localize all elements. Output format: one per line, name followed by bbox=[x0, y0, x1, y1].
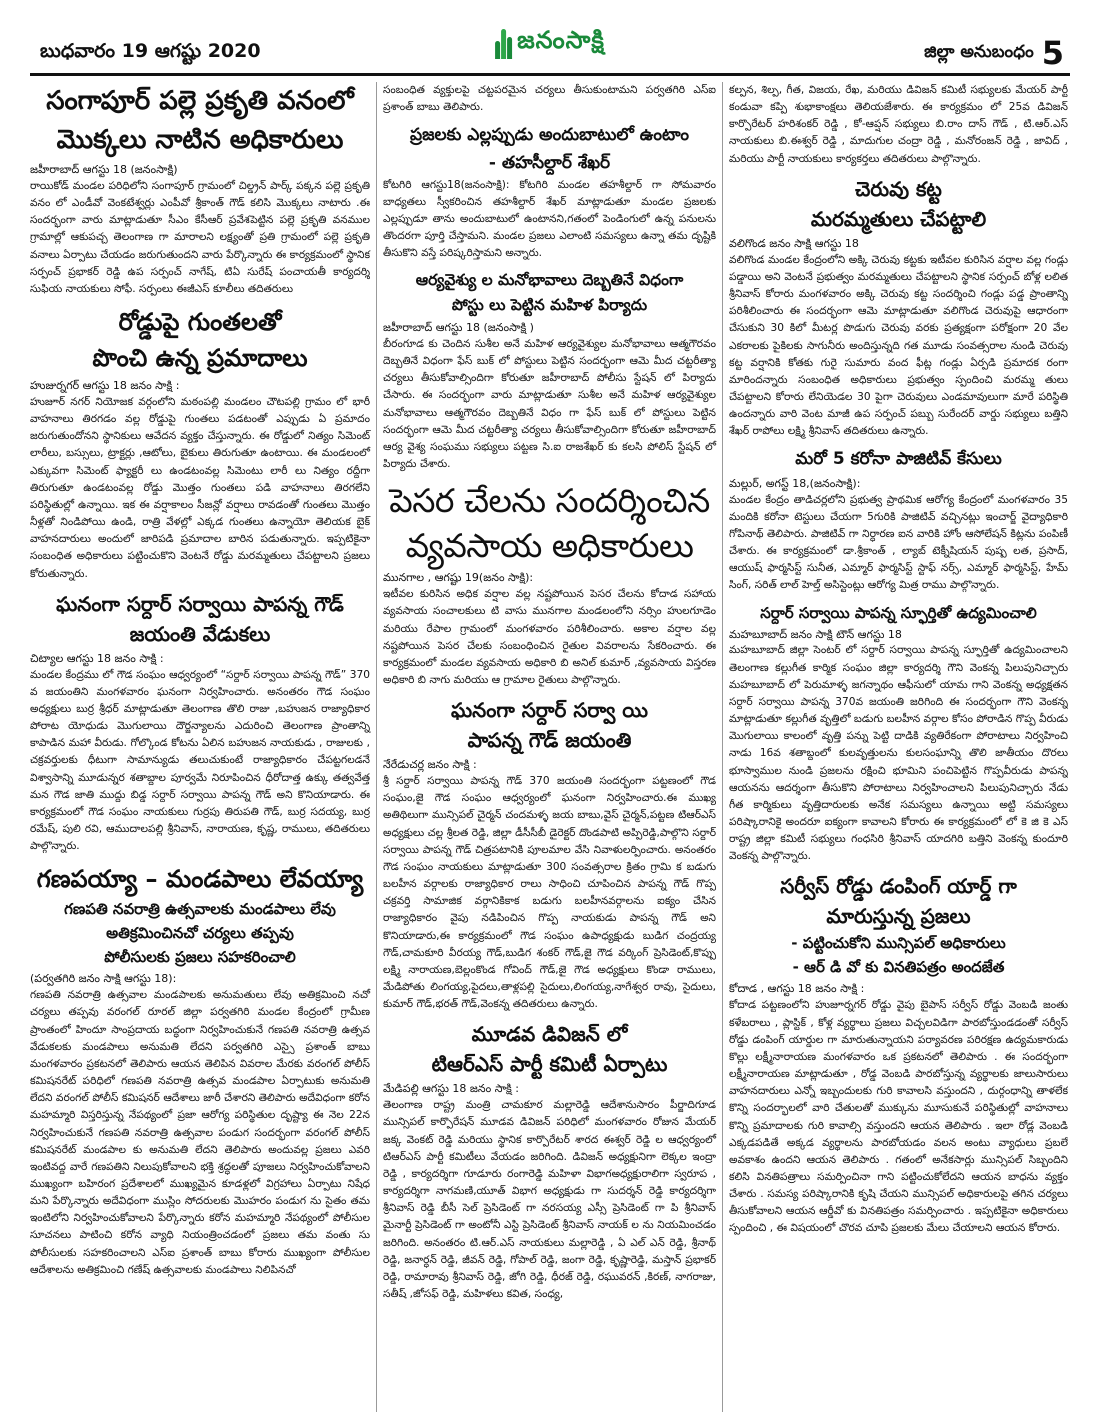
subheadline: పోలీసులకు ప్రజలు సహకరించాలి bbox=[104, 948, 296, 967]
headline: సర్వీస్ రోడ్డు డంపింగ్ యార్డ్ గా bbox=[780, 874, 1017, 899]
article-body: మహబూబాద్ జిల్లా సెంటర్ లో సర్దార్ సర్వాయి పాపన్న స్ఫూర్తితో ఉద్యమించాలని తెలంగాణ కల్లుగీత కార్మిక సంఘం జిల్లా కార్యదర్శి గౌని వెంకన్న పిలుపునిచ్చారు మహబూబాద్ లో పెరుమాళ్ళ జగన్నాథం ఆఫీసులో యామ గాని వెంకన్న అధ్యక్షతన సర్దార్ సర్వాయి పాపన్న 370వ జయంతి జరిగింది ఈ సందర్భంగా గౌని వెంకన్న మాట్లాడుతూ కల్లుగీత వృత్తిలో బడుగు బలహీన వర్గాల కోసం పోరాడిన గొప్ప వీరుడు మొగులాయి కాలంలో వృత్తి పన్ను పెట్టి దాడికి వ్యతిరేకంగా పోరాటాలు నిర్వహించి నాడు 16వ శతాబ్దంలో కులవృత్తులను కులసంఘాన్ని తొలి జాతీయం దొరలు భూస్వాముల నుండి ప్రజలను రక్షించి భూమిని పంచిపెట్టిన గొప్పవీరుడు పాపన్న ఆయనను ఆదర్శంగా తీసుకొని పోరాటాలు నిర్వహించాలని పిలుపునిచ్చారు నేడు గీత కార్మికులు వృత్తిదారులకు అనేక సమస్యలు ఉన్నాయి అట్టి సమస్యలు పరిష్కారానికై అందరూ ఐక్యంగా కావాలని కోరారు ఈ కార్యక్రమంలో లో కె జి కె ఎస్ రాష్ట్ర జిల్లా కమిటీ సభ్యులు గంధసిరి శ్రీనివాస్ యాదగిరి బత్తిని వెంకన్న కుందూరి వెంకన్న పాల్గొన్నారు. bbox=[729, 644, 1068, 863]
article-tahsildar bbox=[383, 122, 716, 262]
article-pesara-chelu bbox=[383, 479, 716, 689]
headline: జయంతి వేడుకలు bbox=[129, 621, 271, 646]
logo-text: జనంసాక్షి bbox=[517, 26, 605, 54]
dateline: నేరేడుచర్ల జనం సాక్షి : bbox=[383, 758, 477, 772]
article-ganapati-mandapalu bbox=[30, 861, 370, 1279]
headline: టిఆర్ఎస్ పార్టీ కమిటీ ఏర్పాటు bbox=[431, 1052, 668, 1077]
headline: వ్యవసాయ అధికారులు bbox=[405, 525, 694, 565]
headline: ఘనంగా సర్దార్ సర్వా యి bbox=[451, 698, 648, 723]
headline: పెసర చేలను సందర్శించిన bbox=[389, 481, 710, 521]
headline: ఆర్యవైశ్యు ల మనోభావాలు దెబ్బతినే విధంగా bbox=[415, 271, 684, 290]
dateline: మునగాల , ఆగష్టు 19(జనం సాక్షి): bbox=[383, 571, 534, 585]
article-service-road-dumping bbox=[729, 871, 1068, 1237]
article-body: బీరంగూడ కు చెందిన సుశీల అనే మహిళ ఆర్యవైశ్యుల మనోభావాలు ఆత్మగౌరవం దెబ్బతినే విధంగా ఫేస్ బుక్ లో పోస్టులు పెట్టిన సందర్భంగా ఆమె మీద చట్టరీత్యా చర్యలు తీసుకోవాల్సిందిగా కోరుతూ జహీరాబాద్ పోలీసు స్టేషన్ లో పిర్యాదు చేసారు. ఈ సందర్భంగా వారు మాట్లాడుతూ సుశీల అనే మహిళ ఆర్యవైశ్యుల మనోభావాలు ఆత్మగౌరవం దెబ్బతినే విధం గా ఫేస్ బుక్ లో పోస్టులు పెట్టిన సందర్భంగా ఆమె మీద చట్టరీత్యా చర్యలు తీసుకోవాల్సిందిగా కోరుతూ జహీరాబాద్ ఆర్య వైశ్య సంఘము సభ్యులు పట్టణ సి.ఐ రాజశేఖర్ కు కలసి పోలిస్ స్టేషన్ లో పిర్యాదు చేశారు. bbox=[383, 338, 716, 471]
article-body: కల్పన, శిల్ప, గీత, విజయ, రేఖ, మరియు డివిజన్ కమిటీ సభ్యులకు మేయర్ పార్టీ కండువా కప్పి శుభాకాంక్షలు తెలియజేశారు. ఈ కార్యక్రమం లో 25వ డివిజన్ కార్పొరేటర్ హరిశంకర్ రెడ్డి , కో-ఆప్షన్ సభ్యులు బి.రాం దాస్ గౌడ్ , టి.ఆర్.ఎస్ నాయకులు బి.ఈశ్వర్ రెడ్డి , మాదుగుల చంద్రా రెడ్డి , మనోరంజన్ రెడ్డి , జావిద్ , మరియు పార్టీ నాయకులు కార్యకర్తలు తదితరులు పాల్గొన్నారు. bbox=[729, 84, 1068, 165]
dateline: చిట్యాల ఆగస్టు 18 జనం సాక్షి : bbox=[30, 651, 164, 665]
issue-date: బుధవారం 19 ఆగష్టు 2020 bbox=[40, 40, 261, 62]
masthead-logo bbox=[495, 26, 605, 60]
headline: చెరువు కట్ట bbox=[855, 176, 942, 201]
column-2 bbox=[376, 82, 722, 1412]
article-papanna-neredcherla bbox=[383, 695, 716, 1013]
article-body: సంబంధిత వ్యక్తులపై చట్టపరమైన చర్యలు తీసుకుంటామని పర్వతగిరి ఎస్ఐ ప్రశాంత్ బాబు తెలిపారు. bbox=[383, 84, 716, 114]
article-continuation bbox=[729, 82, 1068, 168]
dateline: కోదాడ , ఆగస్టు 18 జనం సాక్షి : bbox=[729, 982, 865, 996]
dateline: మహబూబాద్ జనం సాక్షి టౌన్ ఆగస్టు 18 bbox=[729, 627, 902, 641]
headline: మరో 5 కరోనా పాజిటివ్ కేసులు bbox=[795, 449, 1002, 470]
headline: పాపన్న గౌడ్ జయంతి bbox=[467, 728, 632, 753]
article-papanna-mahabubabad bbox=[729, 601, 1068, 866]
masthead-right bbox=[924, 34, 1070, 72]
article-trs-committee bbox=[383, 1019, 716, 1303]
section-name: జిల్లా అనుబంధం bbox=[924, 42, 1034, 62]
dateline: జహీరాబాద్ ఆగస్టు 18 (జనంసాక్షి) bbox=[30, 163, 178, 176]
dateline: (పర్వతగిరి జనం సాక్షి ఆగస్టు 18): bbox=[30, 972, 177, 986]
headline: సంగాపూర్ పల్లె ప్రకృతి వనంలో bbox=[46, 86, 354, 116]
column-3 bbox=[722, 82, 1068, 1412]
article-body: ఇటీవల కురిసిన అధిక వర్షాల వల్ల నష్టపోయిన పెసర చేలను కోదాడ సహాయ వ్యవసాయ సంచాలకులు టి వాసు మునగాల మండలంలోని నర్సిం హులగూడెం మరియు రేపాల గ్రామంలో మంగళవారం పరిశీలించారు. అకాల వర్షాల వల్ల నష్టపోయిన పెసర చేలకు సంబంధించిన రైతుల వివరాలను సేకరించారు. ఈ కార్యక్రమంలో మండల వ్యవసాయ అధికారి బి అనిల్ కుమార్ ,వ్యవసాయ విస్తరణ అధికారి బి నాగు మరియు ఆ గ్రామాల రైతులు పాల్గొన్నారు. bbox=[383, 588, 716, 687]
column-1 bbox=[30, 82, 376, 1412]
article-body: శ్రీ సర్దార్ సర్వాయి పాపన్న గౌడ్ 370 జయంతి సందర్భంగా పట్టణంలో గౌడ సంఘం,జై గౌడ సంఘం ఆధ్వర్యంలో ఘనంగా నిర్వహించారు.ఈ ముఖ్య అతిథిలుగా మున్సిపల్ చైర్మన్ చందమళ్ళ జయ బాబు,వైస్ చైర్మన్,పట్టణ టిఆర్ఎస్ అధ్యక్షులు చల్ల శ్రీలత రెడ్డి, జిల్లా డీసీసీబీ డైరెక్టర్ దొండపాటి అప్పిరెడ్డి,పాల్గొని సర్దార్ సర్వాయి పాపన్న గౌడ్ చిత్రపటానికి పూలమాల వేసి నివాళులర్పించారు. అనంతరం గౌడ సంఘం నాయకులు మాట్లాడుతూ 300 సంవత్సరాల క్రితం గ్రామి క బడుగు బలహీన వర్గాలకు రాజ్యాధికార రాలు సాధించి చూపించిన పాపన్న గౌడ్ గొప్ప చక్రవర్తి సామాజిక వర్గానికికాక బడుగు బలహీనవర్గాలను ఐక్యం చేసిన రాజ్యాధికారం వైపు నడిపించిన గొప్ప నాయకుడు పాపన్న గౌడ్ అని కొనియాడారు,ఈ కార్యక్రమంలో గౌడ సంఘం ఉపాధ్యక్షుడు బుడిగ చంద్రయ్య గౌడ్,చామకూరి వీరయ్య గౌడ్,బుడిగ శంకర్ గౌడ్,జై గౌడ వర్కింగ్ ప్రెసిడెంట్,కొప్పు లక్ష్మి నారాయణ,బెల్లంకొండ గోవింద్ గౌడ్,జై గౌడ అధ్యక్షులు కొండా రాములు, మేడిపోతు లింగయ్య,పైదలు,తాళ్లపల్లి సైదులు,లింగయ్య,నాగేశ్వర రావు, సైదులు, కుమార్ గౌడ్,భరత్ గౌడ్,వెంకన్న తదితరులు ఉన్నారు. bbox=[383, 775, 716, 1011]
headline: ఘనంగా సర్దార్ సర్వాయి పాపన్న గౌడ్ bbox=[56, 591, 344, 616]
page-number: 5 bbox=[1041, 34, 1064, 72]
columns bbox=[30, 82, 1070, 1412]
article-body: కోదాడ పట్టణంలోని హుజూర్నగర్ రోడ్డు వైపు బైపాస్ సర్వీస్ రోడ్డు వెంబడి జంతు కళేబరాలు , ప్లాస్టిక్ , కోళ్ల వ్యర్థాలు ప్రజలు విచ్చలవిడిగా పారబోస్తుండడంతో సర్వీస్ రోడ్డు డంపింగ్ యార్డుల గా మారుతున్నాయని పర్యావరణ పరిరక్షణ ఉద్యమకారుడు కొల్లు లక్ష్మీనారాయణ మంగళవారం ఒక ప్రకటనలో తెలిపారు . ఈ సందర్భంగా లక్ష్మీనారాయణ మాట్లాడుతూ , రోడ్డ వెంబడి పారబోస్తున్న వ్యర్థాలకు జాలుసారులు వాహనదారులు ఎన్నో ఇబ్బందులకు గురి కావాలసి వస్తుందని , దుర్గంధాన్ని తాళలేక కొన్ని సందర్భాలలో వారి చేతులతో ముక్కును మూసుకునే పరిస్థితుల్లో వాహనాలు కొన్ని ప్రమాదాలకు గురి కావాల్సి వస్తుందని ఆయన తెలిపారు . ఇలా రోడ్ల వెంబడి ఎక్కడపడితే అక్కడ వ్యర్థాలను పారబోయడం వలన అంటు వ్యాధులు ప్రబలే అవకాశం ఉందని ఆయన తెలిపారు . గతంలో అనేకసార్లు మున్సిపల్ సిబ్బందిని కలిసి వినతిపత్రాలు సమర్పించినా గాని పట్టించుకోలేదని ఆయన బాధను వ్యక్తం చేశారు . సమస్య పరిష్కారానికి కృషి చేయని మున్సిపల్ అధికారులపై తగిన చర్యలు తీసుకోవాలని ఆయన ఆర్డీవో కు వినతిపత్రం సమర్పించారు . ఇప్పటికైనా అధికారులు స్పందించి , ఈ విషయంలో చొరవ చూపి ప్రజలకు మేలు చేయాలని ఆయన కోరారు. bbox=[729, 999, 1068, 1235]
article-body: మండల కేంద్రం తాడిచర్లలోని ప్రభుత్వ ప్రాథమిక ఆరోగ్య కేంద్రంలో మంగళవారం 35 మందికి కరోనా టెస్టులు చేయగా 5గురికి పాజిటివ్ వచ్చినట్లు ఇంచార్జ్ వైద్యాధికారి గోపినాథ్ తెలిపారు. పాజిటివ్ గా నిర్ధారణ ఐన వారికి హోం ఆసోలేషన్ కిట్లను పంపిణీ చేశారు. ఈ కార్యక్రమంలో డా.శ్రీకాంత్ , ల్యాబ్ టెక్నీషియన్ పుష్ప లత, ప్రసాద్, ఆయుష్ ఫార్మసిస్ట్ సునీత, ఎమ్మార్ ఫార్మసిస్ట్ స్టాఫ్ నర్స్, ఎమ్మార్ ఫార్మసిస్ట్, హేమ్ సింగ్, సరిత్ లాల్ హెల్త్ అసిస్టెంట్లు ఆరోగ్య మిత్ర రాము పాల్గొన్నారు. bbox=[729, 493, 1068, 592]
headline: మారుస్తున్న ప్రజలు bbox=[826, 904, 971, 929]
article-aryavaishya-complaint bbox=[383, 268, 716, 473]
dateline: హుజుర్నగర్ ఆగస్టు 18 జనం సాక్షి : bbox=[30, 379, 180, 393]
article-body: మండల కేంద్రము లో గౌడ సంఘం ఆధ్వర్యంలో “సర్దార్ సర్వాయి పాపన్న గౌడ్” 370 వ జయంతిని మంగళవారం ఘనంగా నిర్వహించారు. అనంతరం గౌడ సంఘం అధ్యక్షులు బుర్ర శ్రీధర్ మాట్లాడుతూ తెలంగాణ తొలి రాజు ,బహుజన రాజ్యాధికార పోరాట యోధుడు మొగులాయి దౌర్జన్యాలను ఎదురించి తెలంగాణ ప్రాంతాన్ని కాపాడిన మహా వీరుడు. గోల్కొండ కోటను ఏలిన బహుజన నాయకుడు , రాజులకు , చక్రవర్తులకు ధీటుగా సామాన్యుడు తలుచుకుంటే రాజ్యాధికారం చేపట్టగలడనే విశ్వాసాన్ని మూడున్నర శతాబ్దాల పూర్వమే నిరూపించిన ధీరోదాత్త ఉక్కు తత్వవేత్త మన గౌడ జాతి ముద్దు బిడ్డ సర్దార్ సర్వాయి పాపన్న గౌడ్ అని కొనియాడారు. ఈ కార్యక్రమంలో గౌడ సంఘం నాయకులు గుర్రపు తిరుపతి గౌడ్, బుర్ర సదయ్య, బుర్ర రమేష్, పులి రవి, ఆముదాలపల్లి శ్రీనివాస్, నారాయణ, కృష్ణ, రాములు, తదితరులు పాల్గొన్నారు. bbox=[30, 668, 370, 853]
headline: సర్దార్ సర్వాయి పాపన్న స్ఫూర్తితో ఉద్యమించాలి bbox=[760, 603, 1037, 622]
headline: ప్రజలకు ఎల్లప్పుడు అందుబాటులో ఉంటాం bbox=[410, 125, 689, 146]
dateline: వలిగొండ జనం సాక్షి ఆగస్టు 18 bbox=[729, 236, 859, 250]
headline: మొక్కలు నాటిన అధికారులు bbox=[56, 125, 344, 155]
article-road-potholes bbox=[30, 304, 370, 583]
article-cheruvu-katta bbox=[729, 174, 1068, 441]
article-body: హుజూర్ నగర్ నియోజక వర్గంలోని మఠంపల్లి మండలం చౌటపల్లి గ్రామం లో భారీ వాహనాలు తిరగడం వల్ల రోడ్డుపై గుంతలు పడటంతో ఎప్పుడు ఏ ప్రమాదం జరుగుతుందోనని స్థానికులు ఆవేదన వ్యక్తం చేస్తున్నారు. ఈ రోడ్డులో నిత్యం సిమెంట్ లారీలు, బస్సులు, ట్రాక్టర్లు ,ఆటోలు, బైకులు తిరుగుతూ ఉంటాయి. ఈ మండలంలో ఎక్కువగా సిమెంట్ ఫ్యాక్టరీ లు ఉండటంవల్ల సిమెంటు లారీ లు నిత్యం రద్దీగా తిరుగుతూ ఉండటంవల్ల రోడ్డు మొత్తం గుంతలు పడి వాహనాలు తిరగలేని పరిస్థితుల్లో ఉన్నాయి. ఇక ఈ వర్షాకాలం సీజన్లో వర్షాలు రావడంతో గుంతలు మొత్తం నీళ్లతో నిండిపోయి ఉండి, రాత్రి వేళల్లో ఎక్కడ గుంతలు ఉన్నాయో తెలియక బైక్ వాహనదారులు అందులో జారిపడి ప్రమాదాల బారిన పడుతున్నారు. ఇప్పటికైనా సంబంధిత అధికారులు పట్టించుకొని వెంటనే రోడ్డు మరమ్మతులు చేపట్టాలని ప్రజలు కోరుతున్నారు. bbox=[30, 395, 370, 580]
article-continuation bbox=[383, 82, 716, 116]
logo-emblem-icon bbox=[495, 27, 513, 59]
article-body: కోటగిరి ఆగస్టు18(జనంసాక్షి): కోటగిరి మండల తహశీల్దార్ గా సోమవారం బాధ్యతలు స్వీకరించిన తహశీల్దార్ శేఖర్ మాట్లాడుతూ మండల ప్రజలకు ఎల్లప్పుడూ తాను అందుబాటులో ఉంటానని,గతంలో పెండింగులో ఉన్న పనులను తొందరగా పూర్తి చేస్తామని. మండల ప్రజలు ఎలాంటి సమస్యలు ఉన్నా తమ దృష్టికి తీసుకొని వస్తే పరిష్కరిస్తామని అన్నారు. bbox=[383, 178, 716, 260]
subheadline: - పట్టించుకోని మున్సిపల్ అధికారులు bbox=[791, 934, 1006, 953]
article-corona-cases bbox=[729, 446, 1068, 594]
subheadline: అతిక్రమించినచో చర్యలు తప్పవు bbox=[106, 924, 294, 943]
headline: మూడవ డివిజన్ లో bbox=[471, 1022, 628, 1047]
headline: పొంచి ఉన్న ప్రమాదాలు bbox=[92, 344, 308, 373]
headline: - తహసీల్దార్ శేఖర్ bbox=[488, 152, 611, 173]
subheadline: - ఆర్ డి వో కు వినతిపత్రం అందజేత bbox=[792, 958, 1005, 977]
headline: రోడ్డుపై గుంతలతో bbox=[118, 308, 282, 337]
headline: మరమ్మతులు చేపట్టాలి bbox=[810, 206, 987, 231]
article-body: తెలంగాణ రాష్ట్ర మంత్రి చామకూర మల్లారెడ్డి ఆదేశానుసారం పీర్జాదిగూడ మున్సిపల్ కార్పొరేషన్ మూడవ డివిజన్ పరిధిలో మంగళవారం రోజున మేయర్ జక్క వెంకట్ రెడ్డి మరియు స్థానిక కార్పొరేటర్ శారద ఈశ్వర్ రెడ్డి ల ఆధ్వర్యంలో టిఆర్ఎస్ పార్టీ కమిటీలు వేయడం జరిగింది. డివిజన్ అధ్యక్షునిగా లెక్కల ఇంద్రా రెడ్డి , కార్యదర్శిగా గూడూరు రంగారెడ్డి మహిళా విభాగఅధ్యక్షురాలిగా స్వరూప , కార్యదర్శిగా నాగమణి,యూత్ విభాగ అధ్యక్షుడు గా సుదర్శన్ రెడ్డి కార్యదర్శిగా శ్రీనివాస్ రెడ్డి బీసీ సెల్ ప్రెసిడెంట్ గా నరసయ్య ఎస్సీ ప్రెసిడెంట్ గా పి శ్రీనివాస్ మైనార్టీ ప్రెసిడెంట్ గా అంటోనీ ఎస్టి ప్రెసిడెంట్ శ్రీనివాస్ నాయక్ ల ను నియమించడం జరిగింది. అనంతరం టి.ఆర్.ఎస్ నాయకులు మల్లారెడ్డి , ఏ ఎల్ ఎన్ రెడ్డి, శ్రీనాథ్ రెడ్డి, జనార్ధన్ రెడ్డి, జీవన్ రెడ్డి, గోపాల్ రెడ్డి, జంగా రెడ్డి, కృష్ణారెడ్డి, మస్తాన్ ప్రభాకర్ రెడ్డి, రామారావు శ్రీనివాస్ రెడ్డి, జోగి రెడ్డి, ధీరజ్ రెడ్డి, రఘువరన్ ,కిరణ్, నాగరాజు, సతీష్ ,జోసఫ్ రెడ్డి, మహిళలు కవిత, సంధ్య, bbox=[383, 1099, 716, 1300]
dateline: మేడిపల్లి ఆగస్టు 18 జనం సాక్షి : bbox=[383, 1082, 519, 1096]
article-body: వలిగొండ మండల కేంద్రంలోని అక్కి చెరువు కట్టకు ఇటీవల కురిసిన వర్షాల వల్ల గండ్లు పడ్డాయి అని వెంటనే ప్రభుత్వం మరమ్మతులు చేపట్టాలని స్థానిక సర్పంచ్ బోళ్ల లలిత శ్రీనివాస్ కోరారు మంగళవారం అక్కి చెరువు కట్ట సందర్శించి గండ్లు పడ్డ ప్రాంతాన్ని పరిశీలించారు ఈ సందర్భంగా ఆమె మాట్లాడుతూ వలిగొండ చెరువుపై ఆధారంగా చేసుకుని 30 కిలో మీటర్ల పొడుగు చెరువు వరకు ప్రత్యక్షంగా పరోక్షంగా 20 వేల ఎకరాలకు పైకిలకు సాగునీరు అందిస్తున్నది గత మూడు సంవత్సరాల నుండి చెరువు కట్ట వర్షానికి కోతకు గురై సుమారు వంద ఫీట్ల గండ్లు ఏర్పడి ప్రమాదక రంగా మారిందన్నారు సంబంధిత అధికారులు ప్రభుత్వం స్పందించి మరమ్మ తులు చేపట్టాలని కోరారు లేనియెడల 30 పైగా చెరువులు ఎండమావులుగా మారే పరిస్థితి ఉందన్నారు వారి వెంట మాజీ ఉప సర్పంచ్ పబ్బు సురేందర్ వార్డు సభ్యులు బత్తిని శేఖర్ రాపోలు లక్ష్మి శ్రీనివాస్ తదితరులు ఉన్నారు. bbox=[729, 253, 1068, 438]
article-papanna-jayanti bbox=[30, 589, 370, 856]
dateline: జహీరాబాద్ ఆగస్టు 18 (జనంసాక్షి ) bbox=[383, 321, 534, 335]
headline: గణపయ్యా – మండపాలు లేవయ్యా bbox=[36, 865, 364, 894]
headline: పోస్టు లు పెట్టిన మహిళ పిర్యాదు bbox=[451, 296, 648, 315]
masthead bbox=[30, 22, 1070, 76]
dateline: మల్లుర్, అగస్ట్ 18,(జనంసాక్షి): bbox=[729, 476, 861, 490]
subheadline: గణపతి నవరాత్రి ఉత్సవాలకు మండపాలు లేవు bbox=[64, 900, 336, 919]
article-sangapur bbox=[30, 82, 370, 298]
article-body: రాయికోడ్ మండల పరిధిలోని సంగాపూర్ గ్రామంలో చిల్డ్రన్ పార్క్ పక్కన పల్లె ప్రకృతి వనం లో ఎండీవో వెంకటేశ్వర్లు ఎంపీవో శ్రీకాంత్ గౌడ్ కలిసి మొక్కలు నాటారు .ఈ సందర్భంగా వారు మాట్లాడుతూ సీఎం కేసీఆర్ ప్రవేశపెట్టిన పల్లె ప్రకృతి వనముల గ్రామాల్లో ఆకుపచ్చ తెలంగాణ గా మారాలని లక్ష్యంతో ప్రతి గ్రామంలో పల్లె ప్రకృతి వనాలు ఏర్పాటు చేయడం జరుగుతుందని వారు పేర్కొన్నారు ఈ కార్యక్రమంలో స్థానిక సర్పంచ్ ప్రభాకర్ రెడ్డి ఉప సర్పంచ్ నాగేష్, టిఏ సురేష్ పంచాయతీ కార్యదర్శి సుఫియ నాయకులు సోఫీ. సర్పంలు ఈజీఎస్ కూలీలు తదితరులు bbox=[30, 179, 370, 295]
article-body: గణపతి నవరాత్రి ఉత్సవాల మండపాలకు అనుమతులు లేవు అతిక్రమించి నచో చర్యలు తప్పవు వరంగల్ రూరల్ జిల్లా పర్వతగిరి మండల కేంద్రంలో గ్రామీణ ప్రాంతంలో హిందూ సాంప్రదాయ బద్ధంగా నిర్వహించుకునే గణపతి నవరాత్రి ఉత్సవ వేడుకలకు మండపాలు అనుమతి లేదని పర్వతగిరి ఎస్సై ప్రశాంత్ బాబు మంగళవారం ప్రకటనలో తెలిపారు ఆయన తెలిపిన వివరాల మేరకు వరంగల్ పోలీస్ కమిషనరేట్ పరిధిలో గణపతి నవరాత్రి ఉత్సవ మండపాల ఏర్పాటుకు అనుమతి లేదని వరంగల్ పోలీస్ కమిషనర్ ఆదేశాలు జారీ చేశారని తెలిపారు అదేవిధంగా కరోన మహమ్మారి విస్తరిస్తున్న నేపథ్యంలో ప్రజా ఆరోగ్య పరిస్థితుల దృష్ట్యా ఈ నెల 22న నిర్వహించుకునే గణపతి నవరాత్రి ఉత్సవాల పండుగ సందర్భంగా వరంగల్ పోలీస్ కమిషనరేట్ మండపాల కు అనుమతి లేదని తెలిపారు అందువల్ల ప్రజలు ఎవరి ఇంటివద్ద వారే గణపతిని నిలుపుకోవాలని భక్తి శ్రద్ధలతో పూజలు నిర్వహించుకోవాలని ముఖ్యంగా బహిరంగ ప్రదేశాలలో ముఖ్యమైన కూడళ్లలో విగ్రహాలు ఏర్పాటు నిషేధ మని పేర్కొన్నారు అదేవిధంగా ముస్లిం సోదరులకు మొహరం పండుగ ను సైతం తమ ఇంటిలోని నిర్వహించుకోవాలని పేర్కొన్నారు కరోన మహమ్మారి నేపథ్యంలో పోలీసుల సూచనలు పాటించి కరోన వ్యాధి నియంత్రించడంలో ప్రజలు తమ వంతు సు పోలీసులకు సహకరించాలని ఎస్ఐ ప్రశాంత్ బాబు కోరారు ముఖ్యంగా పోలీసుల ఆదేశాలను అతిక్రమించి గణేష్ ఉత్సవాలకు మండపాలు నిలిపినచో bbox=[30, 989, 370, 1276]
